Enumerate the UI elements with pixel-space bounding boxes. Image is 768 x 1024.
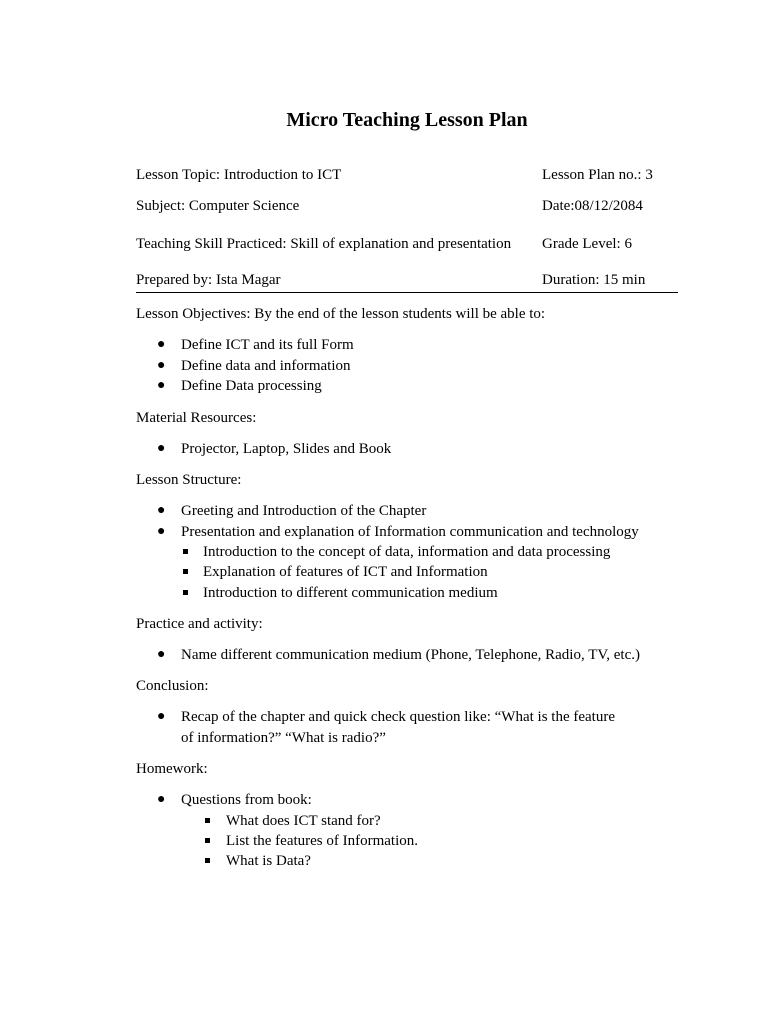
list-item — [136, 707, 678, 748]
bullet-icon: ● — [157, 440, 166, 456]
meta-row-prepared-by — [136, 272, 678, 294]
bullet-icon: ● — [157, 378, 166, 393]
lesson-topic: Lesson Topic: Introduction to ICT — [136, 167, 342, 183]
meta-row-subject — [136, 198, 678, 220]
list-item — [136, 335, 678, 356]
square-bullet-icon — [183, 549, 188, 554]
list-item — [136, 356, 678, 377]
document-title: Micro Teaching Lesson Plan — [286, 109, 528, 131]
list-item-text: Greeting and Introduction of the Chapter — [181, 503, 427, 519]
lesson-body — [136, 304, 678, 883]
structure-list — [136, 501, 678, 603]
square-bullet-icon — [205, 838, 210, 843]
section-heading-structure: Lesson Structure: — [136, 472, 242, 488]
sublist-item — [181, 583, 678, 603]
list-item — [136, 501, 678, 522]
meta-row-teaching-skill — [136, 236, 678, 258]
list-item-text: Define Data processing — [181, 378, 322, 394]
sublist-item-text: List the features of Information. — [226, 833, 419, 850]
homework-list — [136, 790, 678, 871]
practice-list — [136, 645, 678, 666]
bullet-icon: ● — [157, 523, 166, 539]
bullet-icon: ● — [157, 792, 166, 808]
list-item — [136, 790, 678, 871]
subject: Subject: Computer Science — [136, 198, 300, 214]
bullet-icon: ● — [157, 709, 166, 725]
bullet-icon: ● — [157, 503, 166, 518]
list-item — [136, 376, 678, 397]
list-item — [136, 522, 678, 603]
objectives-list — [136, 335, 678, 397]
sublist-item-text: What does ICT stand for? — [226, 812, 381, 829]
header-divider — [136, 292, 678, 293]
sublist-item — [181, 811, 678, 831]
lesson-date: Date:08/12/2084 — [542, 198, 643, 214]
section-heading-homework: Homework: — [136, 761, 208, 778]
square-bullet-icon — [183, 590, 188, 595]
list-item-text: Name different communication medium (Phone, Telephone, Radio, TV, etc.) — [181, 646, 640, 663]
meta-row-lesson-topic — [136, 167, 678, 189]
list-item-text: Define ICT and its full Form — [181, 337, 354, 353]
structure-sublist — [181, 542, 678, 603]
sublist-item — [181, 542, 678, 562]
sublist-item — [181, 851, 678, 871]
list-item-text: Recap of the chapter and quick check question like: “What is the feature of information?” “What is radio?” — [181, 709, 615, 746]
sublist-item — [181, 562, 678, 582]
sublist-item — [181, 831, 678, 851]
list-item-text: Projector, Laptop, Slides and Book — [181, 440, 392, 457]
square-bullet-icon — [183, 569, 188, 574]
section-heading-materials: Material Resources: — [136, 409, 257, 426]
bullet-icon: ● — [157, 357, 166, 373]
materials-list — [136, 439, 678, 460]
square-bullet-icon — [205, 818, 210, 823]
prepared-by: Prepared by: Ista Magar — [136, 272, 281, 288]
section-heading-practice: Practice and activity: — [136, 615, 263, 632]
teaching-skill: Teaching Skill Practiced: Skill of explanation and presentation — [136, 236, 512, 252]
list-item-text: Questions from book: — [181, 792, 312, 809]
sublist-item-text: Introduction to the concept of data, information and data processing — [203, 544, 611, 560]
grade-level: Grade Level: 6 — [542, 236, 632, 252]
lesson-plan-number: Lesson Plan no.: 3 — [542, 167, 653, 183]
section-heading-objectives: Lesson Objectives: By the end of the lesson students will be able to: — [136, 306, 546, 322]
duration: Duration: 15 min — [542, 272, 646, 288]
sublist-item-text: What is Data? — [226, 853, 311, 870]
bullet-icon: ● — [157, 337, 166, 352]
list-item — [136, 439, 678, 460]
sublist-item-text: Introduction to different communication medium — [203, 584, 498, 601]
conclusion-list — [136, 707, 678, 748]
list-item-text: Define data and information — [181, 357, 351, 374]
list-item-text: Presentation and explanation of Information communication and technology — [181, 523, 639, 540]
section-heading-conclusion: Conclusion: — [136, 678, 209, 695]
square-bullet-icon — [205, 858, 210, 863]
homework-sublist — [181, 811, 678, 872]
sublist-item-text: Explanation of features of ICT and Information — [203, 564, 488, 581]
list-item — [136, 645, 678, 666]
bullet-icon: ● — [157, 646, 166, 662]
